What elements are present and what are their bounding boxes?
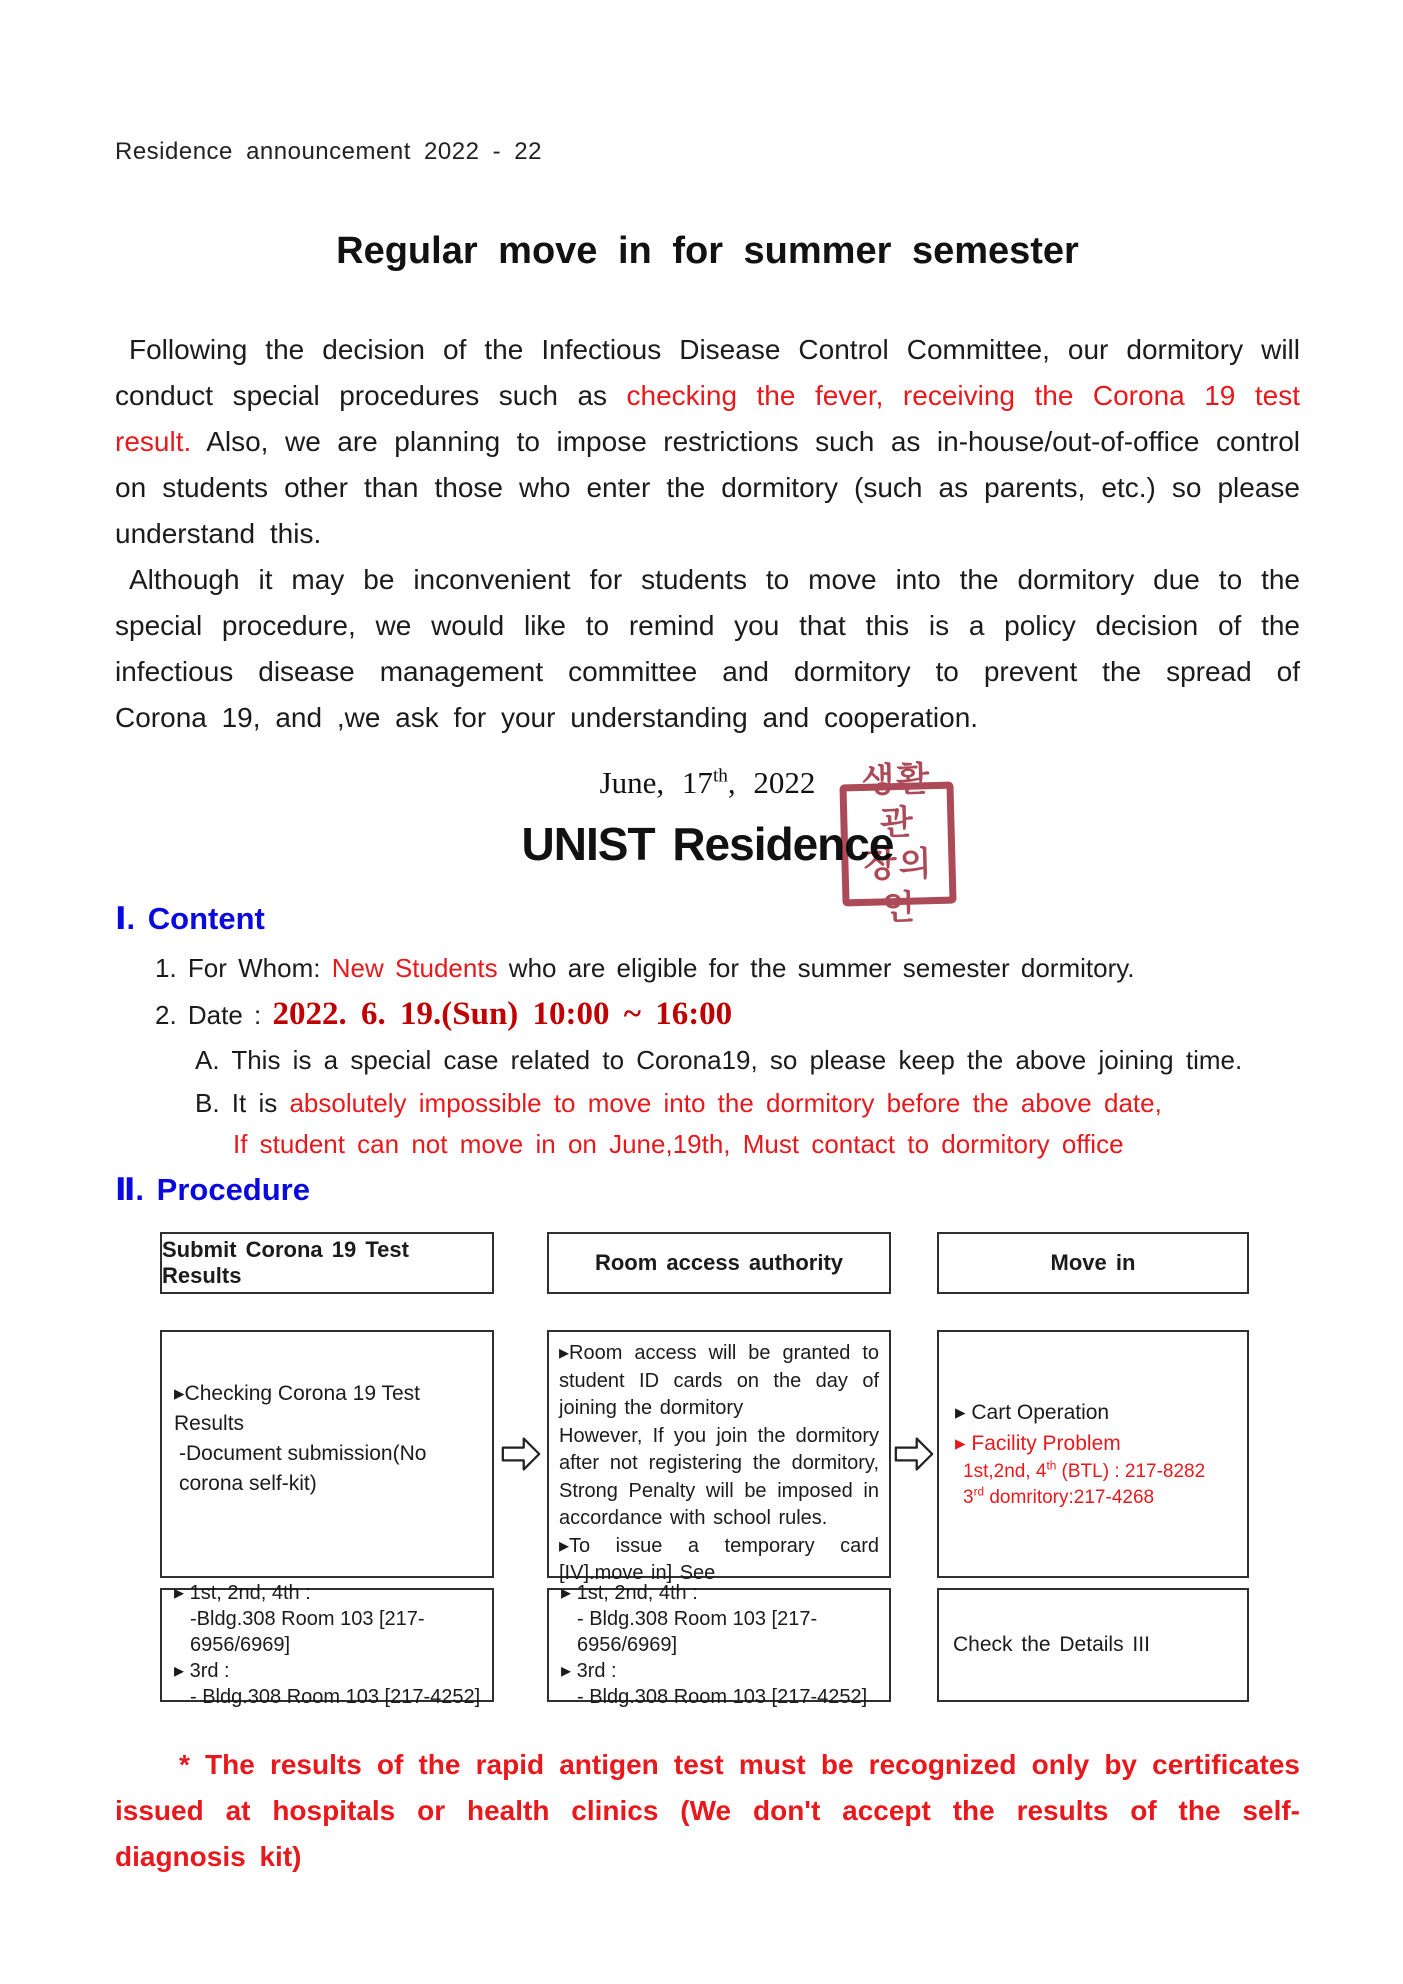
stamp-text-bottom: 장의인 (863, 845, 935, 927)
footnote-warning: * The results of the rapid antigen test must be recognized only by certificates issued at hospitals or health clinics (We don't accept the results of the self-diagnosis kit) (115, 1749, 1300, 1872)
section-heading-procedure: Ⅱ. Procedure (115, 1172, 310, 1207)
content-sub-a: A. This is a special case related to Corona19, so please keep the above joining time. (195, 1045, 1243, 1075)
flow-arrow-1 (494, 1330, 547, 1578)
flow-header-move-in: Move in (937, 1232, 1249, 1294)
contact-box-submit-test: ▸ 1st, 2nd, 4th : -Bldg.308 Room 103 [217-6956/6969] ▸ 3rd : - Bldg.308 Room 103 [217-4252] (160, 1588, 494, 1702)
sub-b-warning: absolutely impossible to move into the dormitory before the above date, (289, 1088, 1162, 1118)
section-heading-content: Ⅰ. Content (115, 901, 265, 936)
flow-step-submit-test-detail: ▸Checking Corona 19 Test Results -Document submission(No corona self-kit) (160, 1330, 494, 1578)
content-item-for-whom: 1. For Whom: New Students who are eligible for the summer semester dormitory. (155, 953, 1135, 983)
flow-step-room-access-detail: ▸Room access will be granted to student ID cards on the day of joining the dormitory However, If you join the dormitory after not registering the dormitory, Strong Penalty will be imposed in accordance with school rules. ▸To issue a temporary card [IV].move in] See (547, 1330, 891, 1578)
facility-phone-1: 1st,2nd, 4th (BTL) : 217-8282 (963, 1459, 1206, 1482)
paragraph-1-pre: Following the decision of the Infectious Disease Control Committee, our dormitory will conduct special procedures such as (115, 334, 1300, 411)
paragraph-1-red: checking the fever, receiving the Corona 19 test result. (115, 380, 1300, 457)
flow-arrow-icon (893, 1434, 935, 1474)
paragraph-1-post: Also, we are planning to impose restrictions such as in-house/out-of-office control on students other than those who enter the dormitory (such as parents, etc.) so please understand this. (115, 426, 1300, 549)
date-ordinal-suffix: th (712, 765, 728, 787)
contact-box-move-in: Check the Details III (937, 1588, 1249, 1702)
procedure-flowchart (160, 1232, 1300, 1708)
flow-step-move-in-detail: ▸ Cart Operation ▸ Facility Problem 1st,2nd, 4th (BTL) : 217-8282 3rd domritory:217-4268 (937, 1330, 1249, 1578)
stamp-text-top: 생활관 (861, 760, 933, 842)
content-item-date: 2. Date : 2022. 6. 19.(Sun) 10:00 ~ 16:00 (155, 996, 733, 1032)
paragraph-1 (115, 327, 1300, 557)
for-whom-highlight: New Students (331, 953, 498, 983)
flow-header-submit-test: Submit Corona 19 Test Results (160, 1232, 494, 1294)
paragraph-2: Although it may be inconvenient for students to move into the dormitory due to the special procedure, we would like to remind you that this is a policy decision of the infectious disease management committee and dormitory to prevent the spread of Corona 19, and ,we ask for your understanding and cooperation. (115, 564, 1300, 733)
official-seal-stamp (840, 760, 957, 927)
flow-arrow-icon (500, 1434, 542, 1474)
page-title: Regular move in for summer semester (336, 230, 1079, 272)
flow-arrow-2 (891, 1330, 937, 1578)
issue-date: June, 17th, 2022 (599, 765, 816, 800)
flow-header-room-access: Room access authority (547, 1232, 891, 1294)
footnote-asterisk: * (179, 1749, 206, 1780)
facility-phone-2: 3rd domritory:217-4268 (963, 1485, 1155, 1508)
facility-problem-label: ▸ Facility Problem (955, 1432, 1121, 1455)
content-sub-b: B. It is absolutely impossible to move into the dormitory before the above date, (195, 1088, 1162, 1118)
doc-number: Residence announcement 2022 - 22 (115, 138, 542, 165)
content-sub-b-line2: If student can not move in on June,19th, Must contact to dormitory office (233, 1129, 1124, 1159)
org-name: UNIST Residence (521, 818, 894, 870)
contact-box-room-access: ▸ 1st, 2nd, 4th : - Bldg.308 Room 103 [217-6956/6969] ▸ 3rd : - Bldg.308 Room 103 [217-4252] (547, 1588, 891, 1702)
move-in-date-value: 2022. 6. 19.(Sun) 10:00 ~ 16:00 (272, 996, 733, 1032)
